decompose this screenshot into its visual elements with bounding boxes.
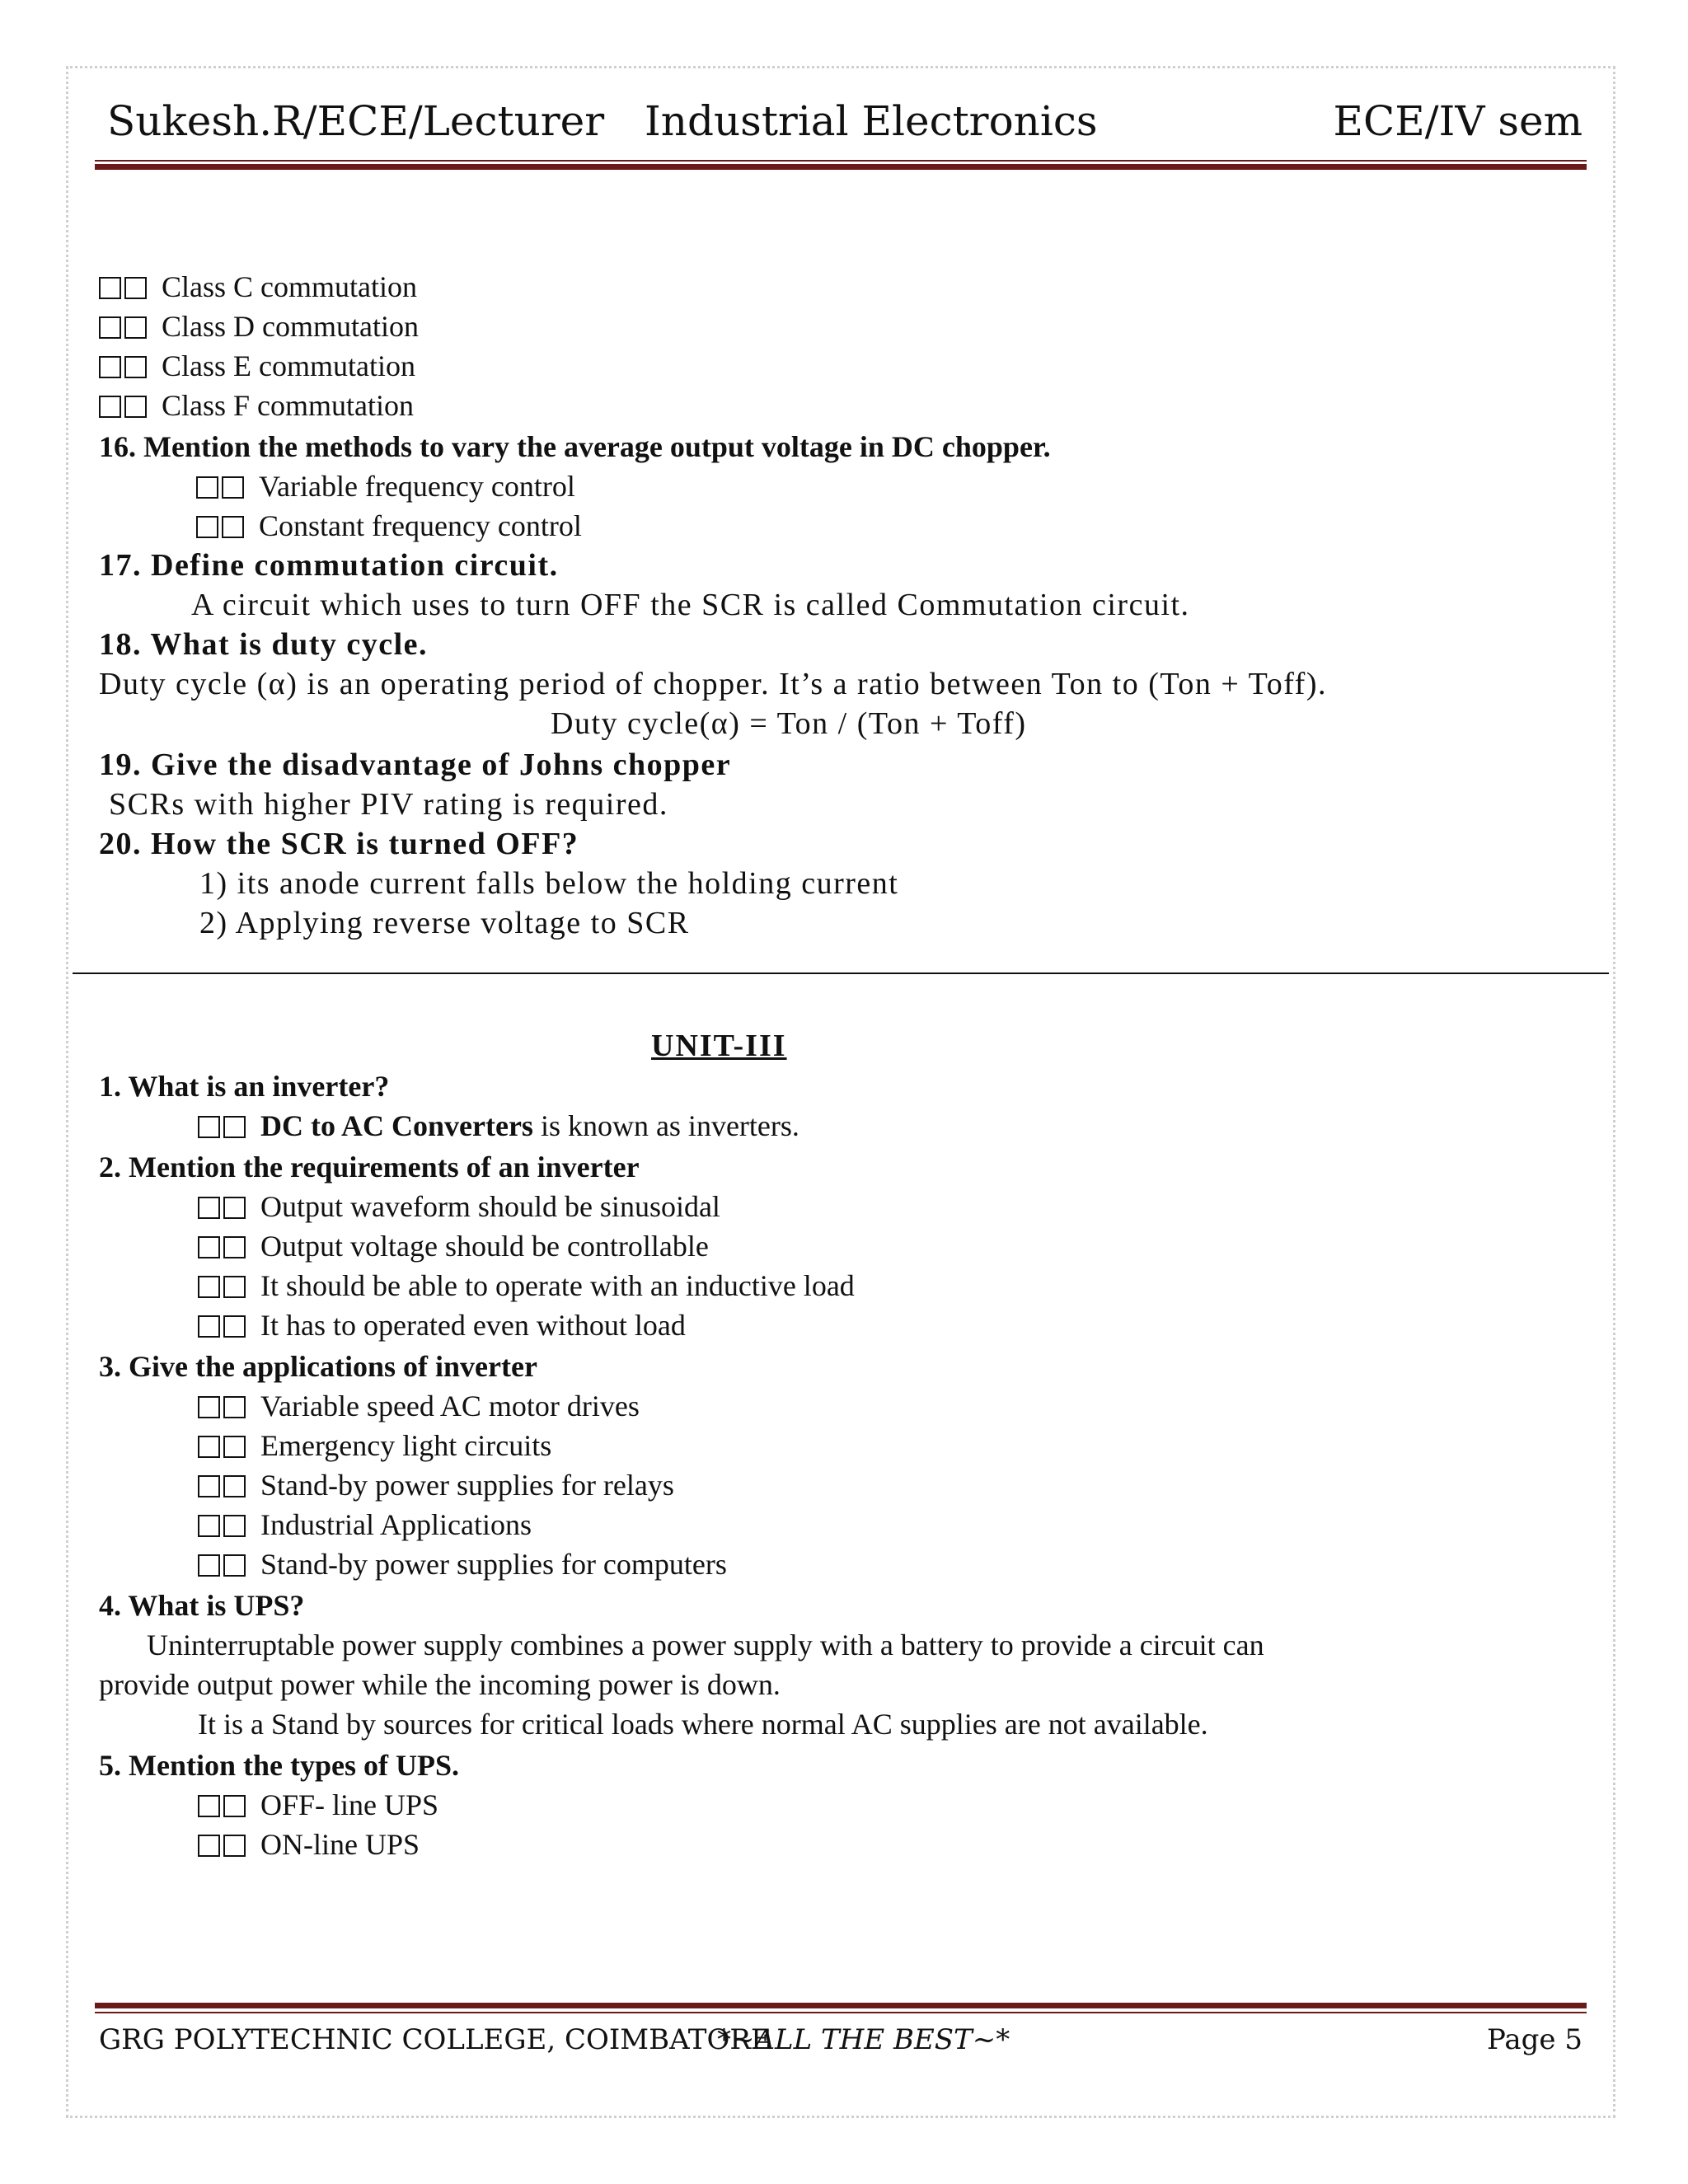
double-square-bullet-icon [198, 1188, 249, 1225]
list-item-label: Stand-by power supplies for relays [260, 1469, 674, 1502]
list-item-label: OFF- line UPS [260, 1788, 439, 1821]
double-square-bullet-icon [198, 1826, 249, 1863]
double-square-bullet-icon [198, 1427, 249, 1464]
list-item [99, 348, 415, 384]
list-item-label: Class F commutation [162, 389, 414, 422]
list-item [198, 1307, 686, 1343]
footer-college: GRG POLYTECHNIC COLLEGE, COIMBATORE [99, 2023, 771, 2056]
list-item [196, 508, 582, 544]
list-item-label: Variable frequency control [259, 470, 575, 503]
unit-title: UNIT-III [651, 1029, 787, 1063]
list-item-label: Variable speed AC motor drives [260, 1390, 640, 1422]
double-square-bullet-icon [99, 348, 150, 384]
duty-cycle-formula: Duty cycle(α) = Ton / (Ton + Toff) [551, 706, 1027, 741]
header-subject: Industrial Electronics [645, 97, 1098, 145]
list-item-label: Emergency light circuits [260, 1429, 552, 1462]
answer-20-item: 2) Applying reverse voltage to SCR [199, 906, 690, 940]
list-item-label: It has to operated even without load [260, 1309, 686, 1342]
list-item-label: Output voltage should be controllable [260, 1230, 709, 1263]
question-19: 19. Give the disadvantage of Johns chopper [99, 748, 732, 782]
list-item [198, 1388, 640, 1424]
list-item-label: Constant frequency control [259, 509, 582, 542]
answer-17: A circuit which uses to turn OFF the SCR is called Commutation circuit. [191, 588, 1190, 622]
double-square-bullet-icon [198, 1228, 249, 1264]
list-item-label: Industrial Applications [260, 1508, 532, 1541]
list-item [196, 468, 575, 504]
inverter-definition: is known as inverters. [532, 1109, 799, 1142]
list-item-label: ON-line UPS [260, 1828, 420, 1861]
list-item [99, 269, 417, 305]
header-rule-thin [95, 160, 1587, 162]
unit3-question-2: 2. Mention the requirements of an inverter [99, 1151, 640, 1183]
list-item [198, 1228, 709, 1264]
double-square-bullet-icon [198, 1507, 249, 1543]
header-rule-thick [95, 164, 1587, 170]
double-square-bullet-icon [99, 308, 150, 344]
footer-motto: *~ALL THE BEST~* [717, 2023, 1010, 2056]
list-item [198, 1826, 420, 1863]
footer-rule-thick [95, 2003, 1587, 2008]
question-17: 17. Define commutation circuit. [99, 548, 559, 583]
double-square-bullet-icon [198, 1108, 249, 1144]
double-square-bullet-icon [196, 468, 247, 504]
list-item [99, 387, 414, 424]
double-square-bullet-icon [198, 1787, 249, 1823]
list-item [198, 1268, 855, 1304]
question-20: 20. How the SCR is turned OFF? [99, 827, 579, 861]
list-item [198, 1507, 532, 1543]
list-item [198, 1787, 438, 1823]
list-item-label: Output waveform should be sinusoidal [260, 1190, 720, 1223]
list-item-label: Class C commutation [162, 270, 417, 303]
list-item [198, 1467, 674, 1503]
header-author: Sukesh.R/ECE/Lecturer [107, 97, 605, 145]
list-item-label: Class E commutation [162, 349, 415, 382]
list-item [99, 308, 419, 344]
page-number: Page 5 [1487, 2023, 1582, 2056]
list-item-label: Stand-by power supplies for computers [260, 1548, 727, 1581]
header-semester: ECE/IV sem [1333, 97, 1582, 145]
unit3-question-1: 1. What is an inverter? [99, 1070, 390, 1103]
unit3-question-5: 5. Mention the types of UPS. [99, 1749, 459, 1782]
list-item-label: Class D commutation [162, 310, 419, 343]
double-square-bullet-icon [99, 269, 150, 305]
ups-answer-line-3: It is a Stand by sources for critical loads where normal AC supplies are not available. [198, 1708, 1208, 1741]
ups-answer-line-1: Uninterruptable power supply combines a power supply with a battery to provide a circuit can [147, 1629, 1264, 1661]
list-item [198, 1108, 799, 1144]
answer-19: SCRs with higher PIV rating is required. [109, 787, 668, 822]
list-item-label: It should be able to operate with an inductive load [260, 1269, 855, 1302]
inverter-term: DC to AC Converters [260, 1109, 533, 1142]
double-square-bullet-icon [198, 1388, 249, 1424]
unit3-question-4: 4. What is UPS? [99, 1589, 305, 1622]
double-square-bullet-icon [99, 387, 150, 424]
answer-20-item: 1) its anode current falls below the holding current [199, 866, 899, 901]
question-18: 18. What is duty cycle. [99, 627, 429, 662]
page-footer [99, 2023, 1582, 2073]
unit3-question-3: 3. Give the applications of inverter [99, 1350, 537, 1383]
list-item [198, 1188, 720, 1225]
footer-rule-thin [95, 2012, 1587, 2013]
question-16: 16. Mention the methods to vary the average output voltage in DC chopper. [99, 430, 1051, 463]
section-divider [73, 972, 1609, 974]
list-item [198, 1427, 551, 1464]
ups-answer-line-2: provide output power while the incoming power is down. [99, 1668, 781, 1701]
double-square-bullet-icon [196, 508, 247, 544]
answer-18: Duty cycle (α) is an operating period of chopper. It’s a ratio between Ton to (Ton + Toff). [99, 667, 1327, 701]
double-square-bullet-icon [198, 1307, 249, 1343]
page-header [107, 97, 1582, 155]
double-square-bullet-icon [198, 1467, 249, 1503]
list-item [198, 1546, 727, 1582]
double-square-bullet-icon [198, 1268, 249, 1304]
double-square-bullet-icon [198, 1546, 249, 1582]
